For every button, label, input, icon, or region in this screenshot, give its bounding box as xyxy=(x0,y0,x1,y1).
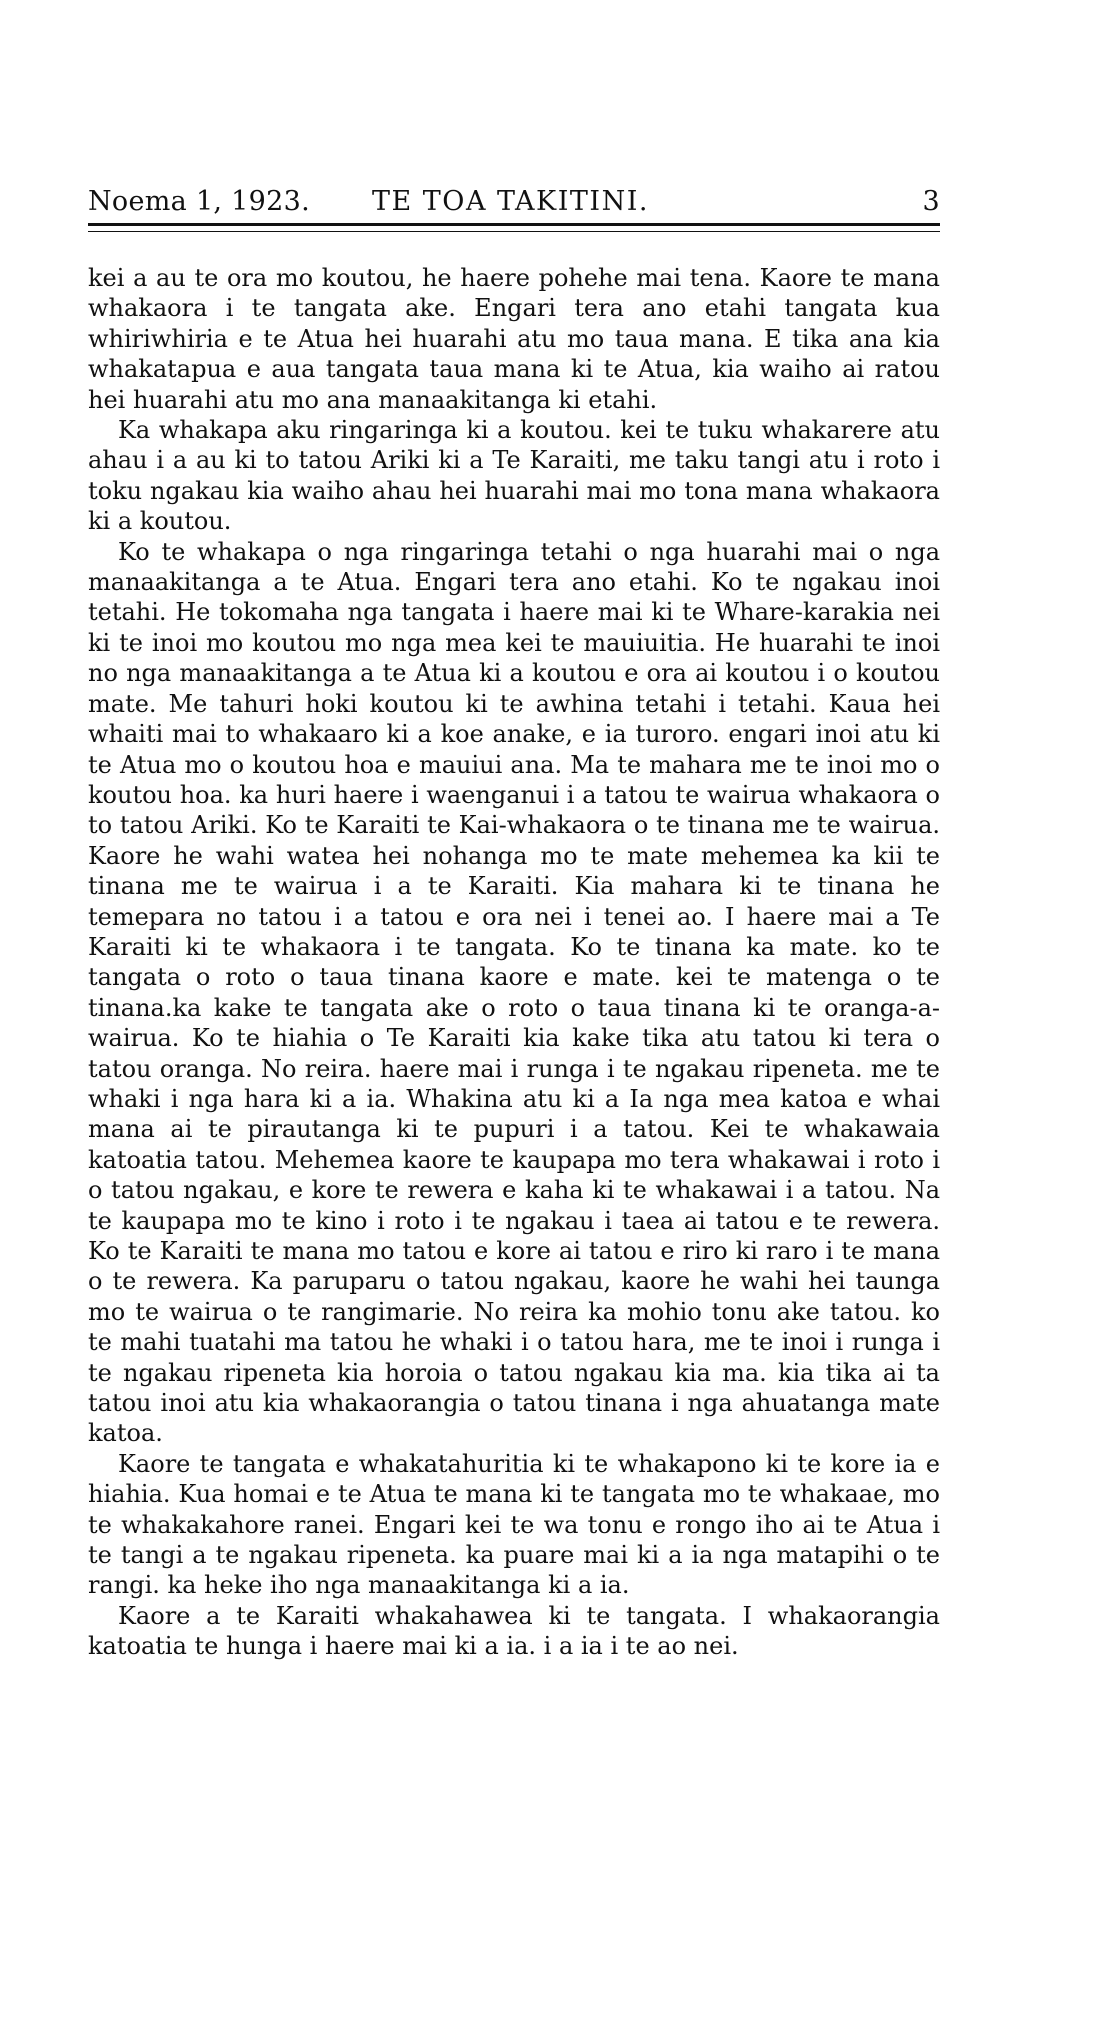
header-rule-thick xyxy=(88,223,940,226)
paragraph-1: kei a au te ora mo koutou, he haere pohehe mai tena. Kaore te mana whakaora i te tangata ake. Engari tera ano etahi tangata kua whiriwhiria e te Atua hei huarahi atu mo taua mana. E tika ana kia whakatapua e aua tangata taua mana ki te Atua, kia waiho ai ratou hei huarahi atu mo ana manaakitanga ki etahi. xyxy=(88,264,940,414)
article-body xyxy=(88,263,940,1662)
paragraph-4: Kaore te tangata e whakatahuritia ki te whakapono ki te kore ia e hiahia. Kua homai e te Atua te mana ki te tangata mo te whakaae, mo te whakakahore ranei. Engari kei te wa tonu e rongo iho ai te Atua i te tangi a te ngakau ripeneta. ka puare mai ki a ia nga matapihi o te rangi. ka heke iho nga manaakitanga ki a ia. xyxy=(88,1449,940,1600)
page-number: 3 xyxy=(922,186,940,217)
issue-date: Noema 1, 1923. xyxy=(88,186,310,217)
page-header xyxy=(88,186,940,226)
paragraph-2: Ka whakapa aku ringaringa ki a koutou. kei te tuku whakarere atu ahau i a au ki to tatou Ariki ki a Te Karaiti, me taku tangi atu i roto i toku ngakau kia waiho ahau hei huarahi mai mo tona mana whakaora ki a koutou. xyxy=(88,416,940,536)
paragraph-3: Ko te whakapa o nga ringaringa tetahi o nga huarahi mai o nga manaakitanga a te Atua. Engari tera ano etahi. Ko te ngakau inoi tetahi. He tokomaha nga tangata i haere mai ki te Whare-karakia nei ki te inoi mo koutou mo nga mea kei te mauiuitia. He huarahi te inoi no nga manaakitanga a te Atua ki a koutou e ora ai koutou i o koutou mate. Me tahuri hoki koutou ki te awhina tetahi i tetahi. Kaua hei whaiti mai to whakaaro ki a koe anake, e ia turoro. engari inoi atu ki te Atua mo o koutou hoa e mauiui ana. Ma te mahara me te inoi mo o koutou hoa. ka huri haere i waenganui i a tatou te wairua whakaora o to tatou Ariki. Ko te Karaiti te Kai-whakaora o te tinana me te wairua. Kaore he wahi watea hei nohanga mo te mate mehemea ka kii te tinana me te wairua i a te Karaiti. Kia mahara ki te tinana he temepara no tatou i a tatou e ora nei i tenei ao. I haere mai a Te Karaiti ki te whakaora i te tangata. Ko te tinana ka mate. ko te tangata o roto o taua tinana kaore e mate. kei te matenga o te tinana.ka kake te tangata ake o roto o taua tinana ki te oranga-a-wairua. Ko te hiahia o Te Karaiti kia kake tika atu tatou ki tera o tatou oranga. No reira. haere mai i runga i te ngakau ripeneta. me te whaki i nga hara ki a ia. Whakina atu ki a Ia nga mea katoa e whai mana ai te pirautanga ki te pupuri i a tatou. Kei te whakawaia katoatia tatou. Mehemea kaore te kaupapa mo tera whakawai i roto i o tatou ngakau, e kore te rewera e kaha ki te whakawai i a tatou. Na te kaupapa mo te kino i roto i te ngakau i taea ai tatou e te rewera. Ko te Karaiti te mana mo tatou e kore ai tatou e riro ki raro i te mana o te rewera. Ka paruparu o tatou ngakau, kaore he wahi hei taunga mo te wairua o te rangimarie. No reira ka mohio tonu ake tatou. ko te mahi tuatahi ma tatou he whaki i o tatou hara, me te inoi i runga i te ngakau ripeneta kia horoia o tatou ngakau kia ma. kia tika ai ta tatou inoi atu kia whakaorangia o tatou tinana i nga ahuatanga mate katoa. xyxy=(88,537,940,1448)
header-rule-thin xyxy=(88,231,940,232)
publication-title: TE TOA TAKITINI. xyxy=(372,186,649,217)
paragraph-5: Kaore a te Karaiti whakahawea ki te tangata. I whakaorangia katoatia te hunga i haere mai ki a ia. i a ia i te ao nei. xyxy=(88,1601,940,1661)
